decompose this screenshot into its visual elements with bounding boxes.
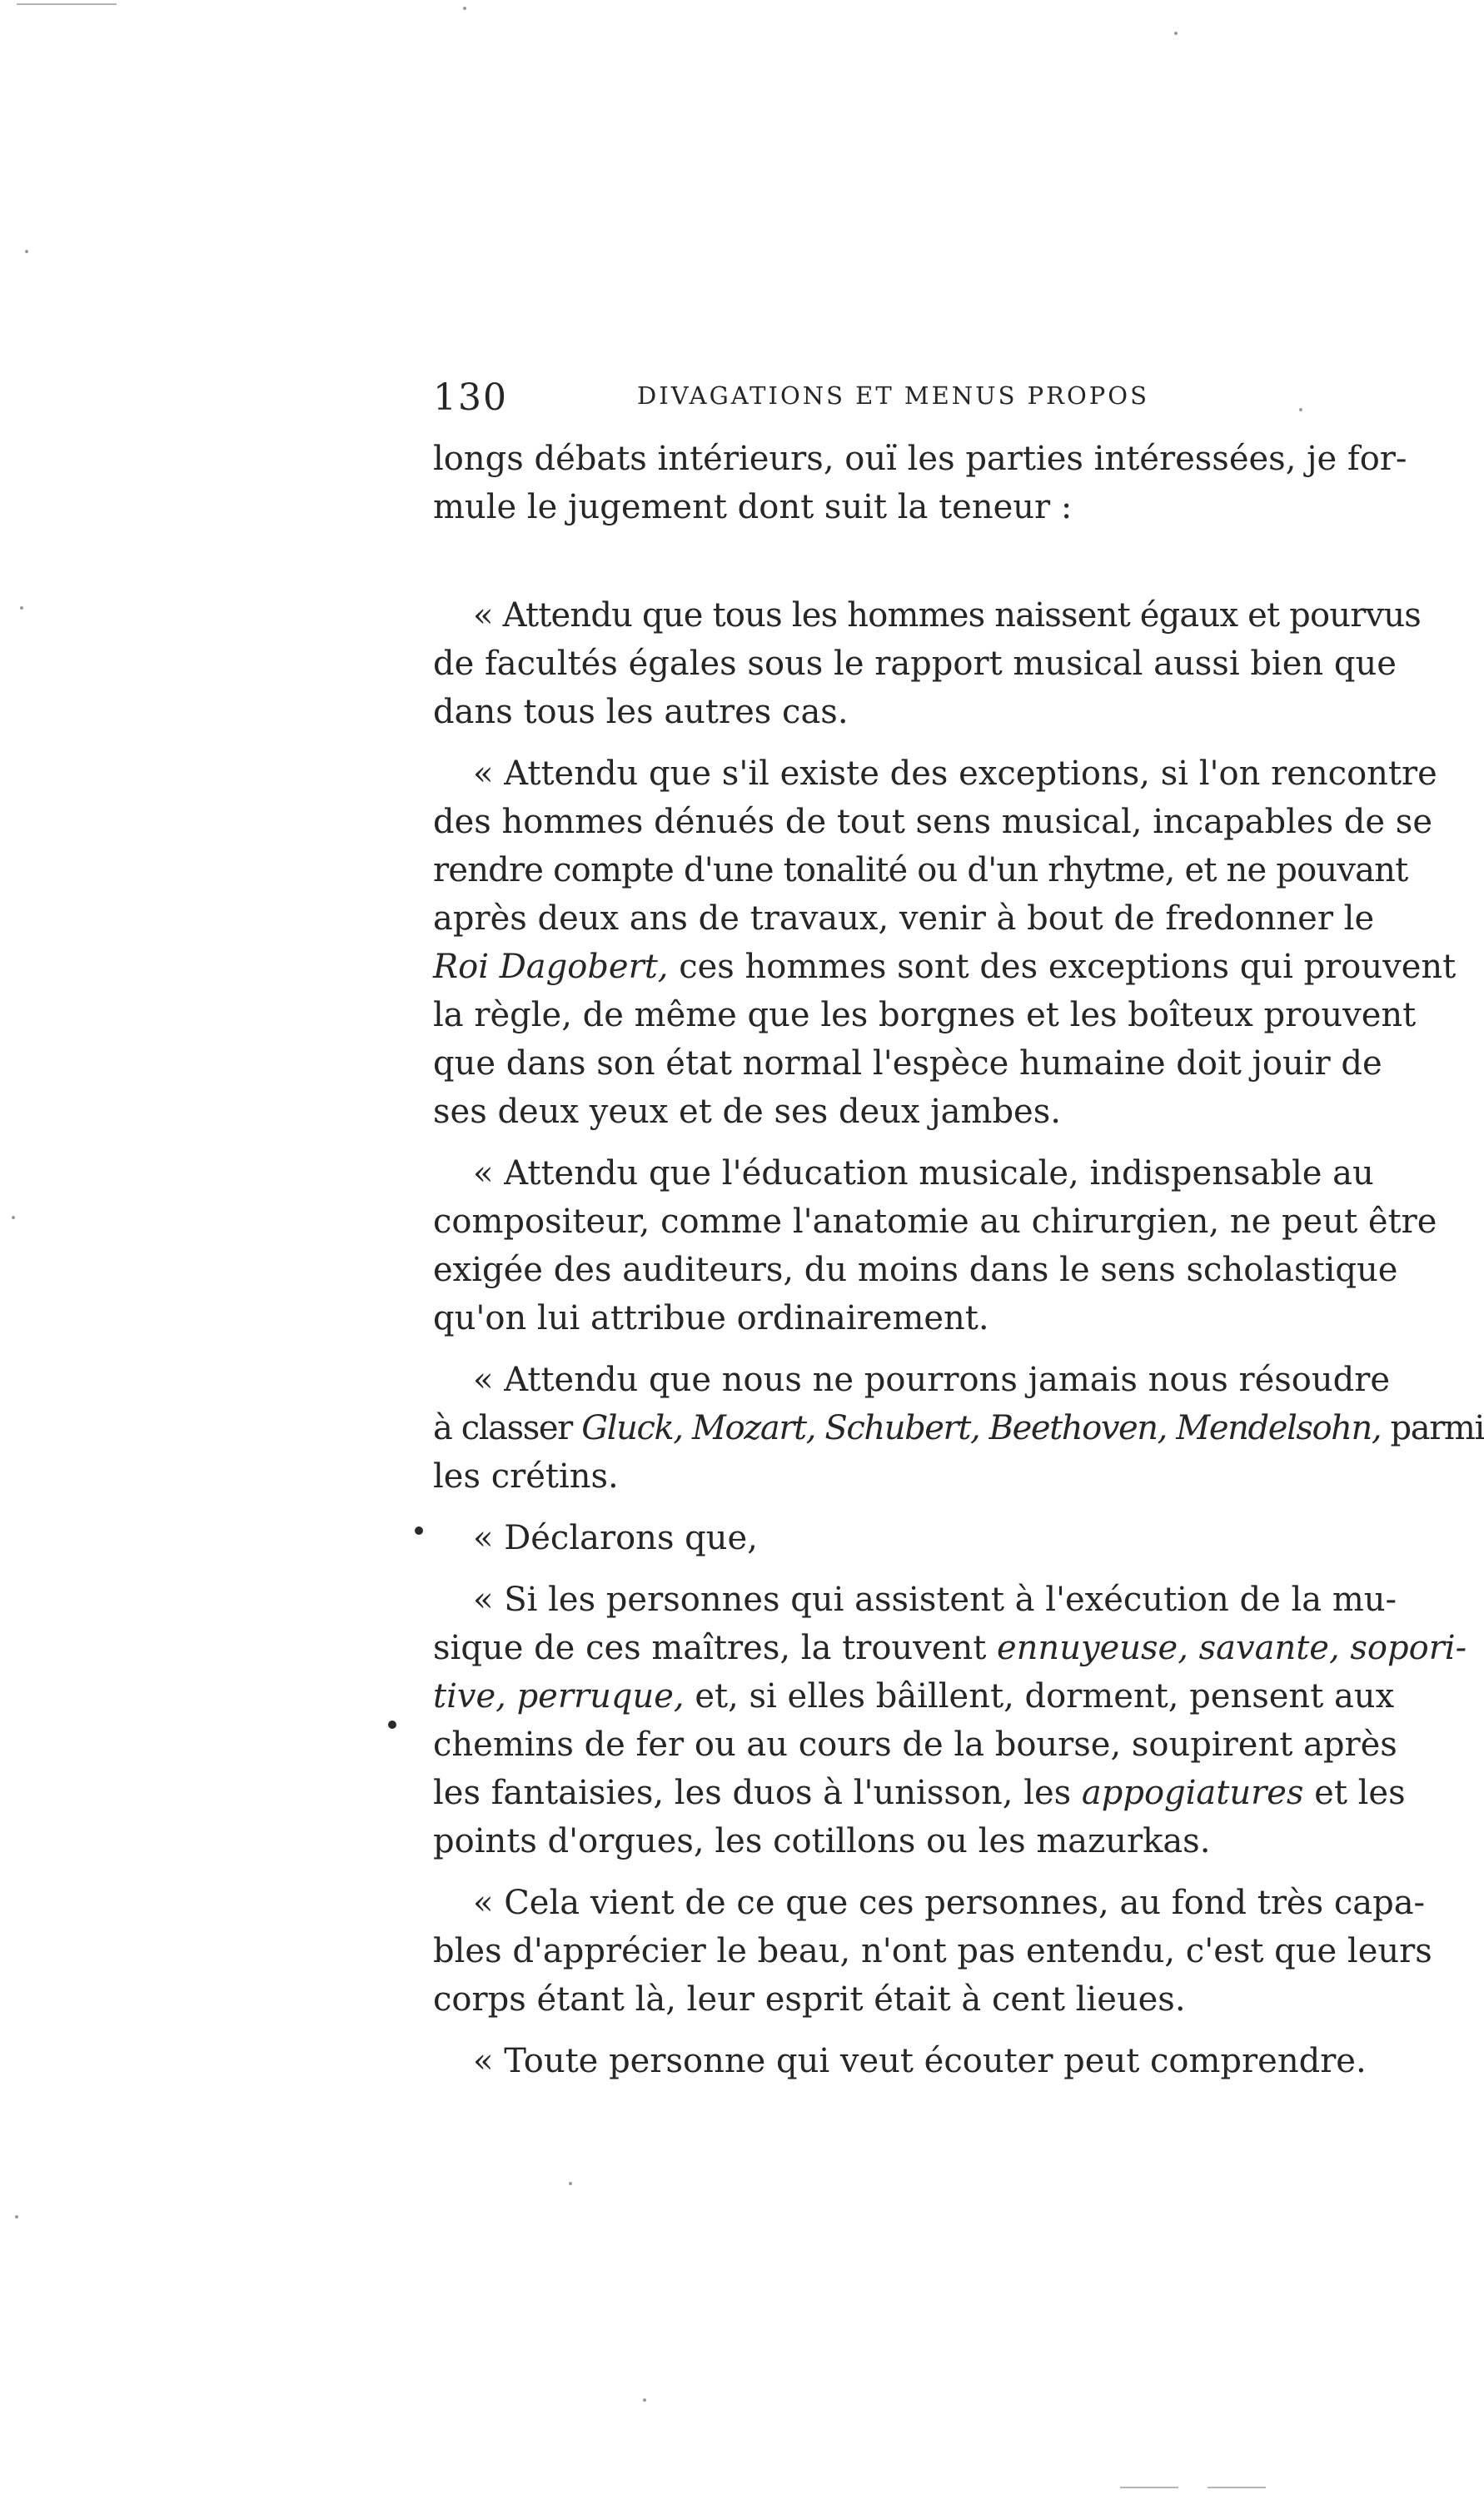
paragraph-toute-personne: « Toute personne qui veut écouter peut comprendre.: [473, 2042, 1367, 2080]
italic-tive: tive,: [433, 1677, 506, 1716]
paragraph-si-les-personnes: « Si les personnes qui assistent à l'exécution de la mu-: [473, 1581, 1397, 1619]
italic-savante: savante,: [1198, 1629, 1340, 1667]
text-line: points d'orgues, les cotillons ou les mazurkas.: [433, 1822, 1211, 1860]
text-line: chemins de fer ou au cours de la bourse, soupirent après: [433, 1726, 1397, 1764]
text-line: ses deux yeux et de ses deux jambes.: [433, 1093, 1061, 1131]
italic-ennuyeuse: ennuyeuse,: [997, 1629, 1188, 1667]
italic-roi-dagobert: Roi Dagobert,: [433, 948, 669, 986]
text-segment: parmi: [1390, 1409, 1484, 1447]
text-line: corps étant là, leur esprit était à cent lieues.: [433, 1980, 1186, 2019]
scan-edge-mark: [1208, 2487, 1266, 2488]
paper-speck: [20, 606, 23, 610]
text-line: la règle, de même que les borgnes et les boîteux prouvent: [433, 996, 1417, 1034]
paper-speck: [15, 2215, 18, 2219]
paper-speck: [643, 2398, 646, 2402]
text-line: [433, 1672, 1395, 1721]
text-segment: et les: [1314, 1774, 1406, 1812]
margin-mark: [415, 1526, 423, 1535]
margin-mark: [388, 1721, 396, 1729]
text-line: [433, 1769, 1406, 1817]
page-number: 130: [433, 376, 508, 419]
paragraph-attendu-4: « Attendu que nous ne pourrons jamais nous résoudre: [473, 1361, 1391, 1399]
paper-speck: [25, 250, 28, 253]
text-segment: sique de ces maîtres, la trouvent: [433, 1629, 987, 1667]
text-line: compositeur, comme l'anatomie au chirurgien, ne peut être: [433, 1203, 1437, 1241]
paper-speck: [463, 7, 466, 10]
text-line: des hommes dénués de tout sens musical, incapables de se: [433, 803, 1432, 841]
paragraph-declarons: « Déclarons que,: [473, 1519, 758, 1557]
italic-appogiatures: appogiatures: [1081, 1774, 1304, 1812]
text-line: [433, 1624, 1467, 1672]
scan-edge-mark: [17, 3, 117, 5]
text-line: [433, 1404, 1484, 1452]
paper-speck: [569, 2182, 572, 2185]
text-line: après deux ans de travaux, venir à bout de fredonner le: [433, 899, 1375, 938]
text-line: longs débats intérieurs, ouï les parties intéressées, je for-: [433, 440, 1407, 478]
italic-perruque: perruque,: [516, 1677, 685, 1716]
text-line: bles d'apprécier le beau, n'ont pas entendu, c'est que leurs: [433, 1932, 1432, 1970]
text-line: mule le jugement dont suit la teneur :: [433, 488, 1073, 526]
paper-speck: [12, 1216, 15, 1219]
text-line: les crétins.: [433, 1457, 619, 1496]
text-line: que dans son état normal l'espèce humaine doit jouir de: [433, 1044, 1382, 1083]
paper-speck: [1174, 32, 1178, 35]
italic-sopori: sopori-: [1350, 1629, 1467, 1667]
text-line: exigée des auditeurs, du moins dans le sens scholastique: [433, 1251, 1398, 1289]
text-line: rendre compte d'une tonalité ou d'un rhytme, et ne pouvant: [433, 851, 1408, 889]
text-line: de facultés égales sous le rapport musical aussi bien que: [433, 645, 1397, 683]
italic-composers: Gluck, Mozart, Schubert, Beethoven, Mendelsohn,: [581, 1409, 1382, 1447]
running-head: [433, 376, 1332, 426]
running-title: DIVAGATIONS ET MENUS PROPOS: [637, 381, 1149, 410]
paragraph-attendu-2: « Attendu que s'il existe des exceptions, si l'on rencontre: [473, 754, 1437, 793]
text-line: qu'on lui attribue ordinairement.: [433, 1299, 989, 1337]
text-segment: ces hommes sont des exceptions qui prouvent: [679, 948, 1457, 986]
paragraph-attendu-3: « Attendu que l'éducation musicale, indispensable au: [473, 1154, 1374, 1193]
paper-speck: [1299, 408, 1302, 411]
paragraph-attendu-1: « Attendu que tous les hommes naissent égaux et pourvus: [473, 596, 1422, 635]
text-segment: les fantaisies, les duos à l'unisson, les: [433, 1774, 1072, 1812]
text-segment: à classer: [433, 1409, 572, 1447]
text-line: [433, 943, 1457, 991]
body-text: [433, 435, 1484, 2085]
text-segment: et, si elles bâillent, dorment, pensent aux: [695, 1677, 1395, 1716]
paragraph-cela-vient: « Cela vient de ce que ces personnes, au fond très capa-: [473, 1884, 1426, 1922]
scan-edge-mark: [1120, 2487, 1178, 2488]
text-line: dans tous les autres cas.: [433, 693, 849, 731]
